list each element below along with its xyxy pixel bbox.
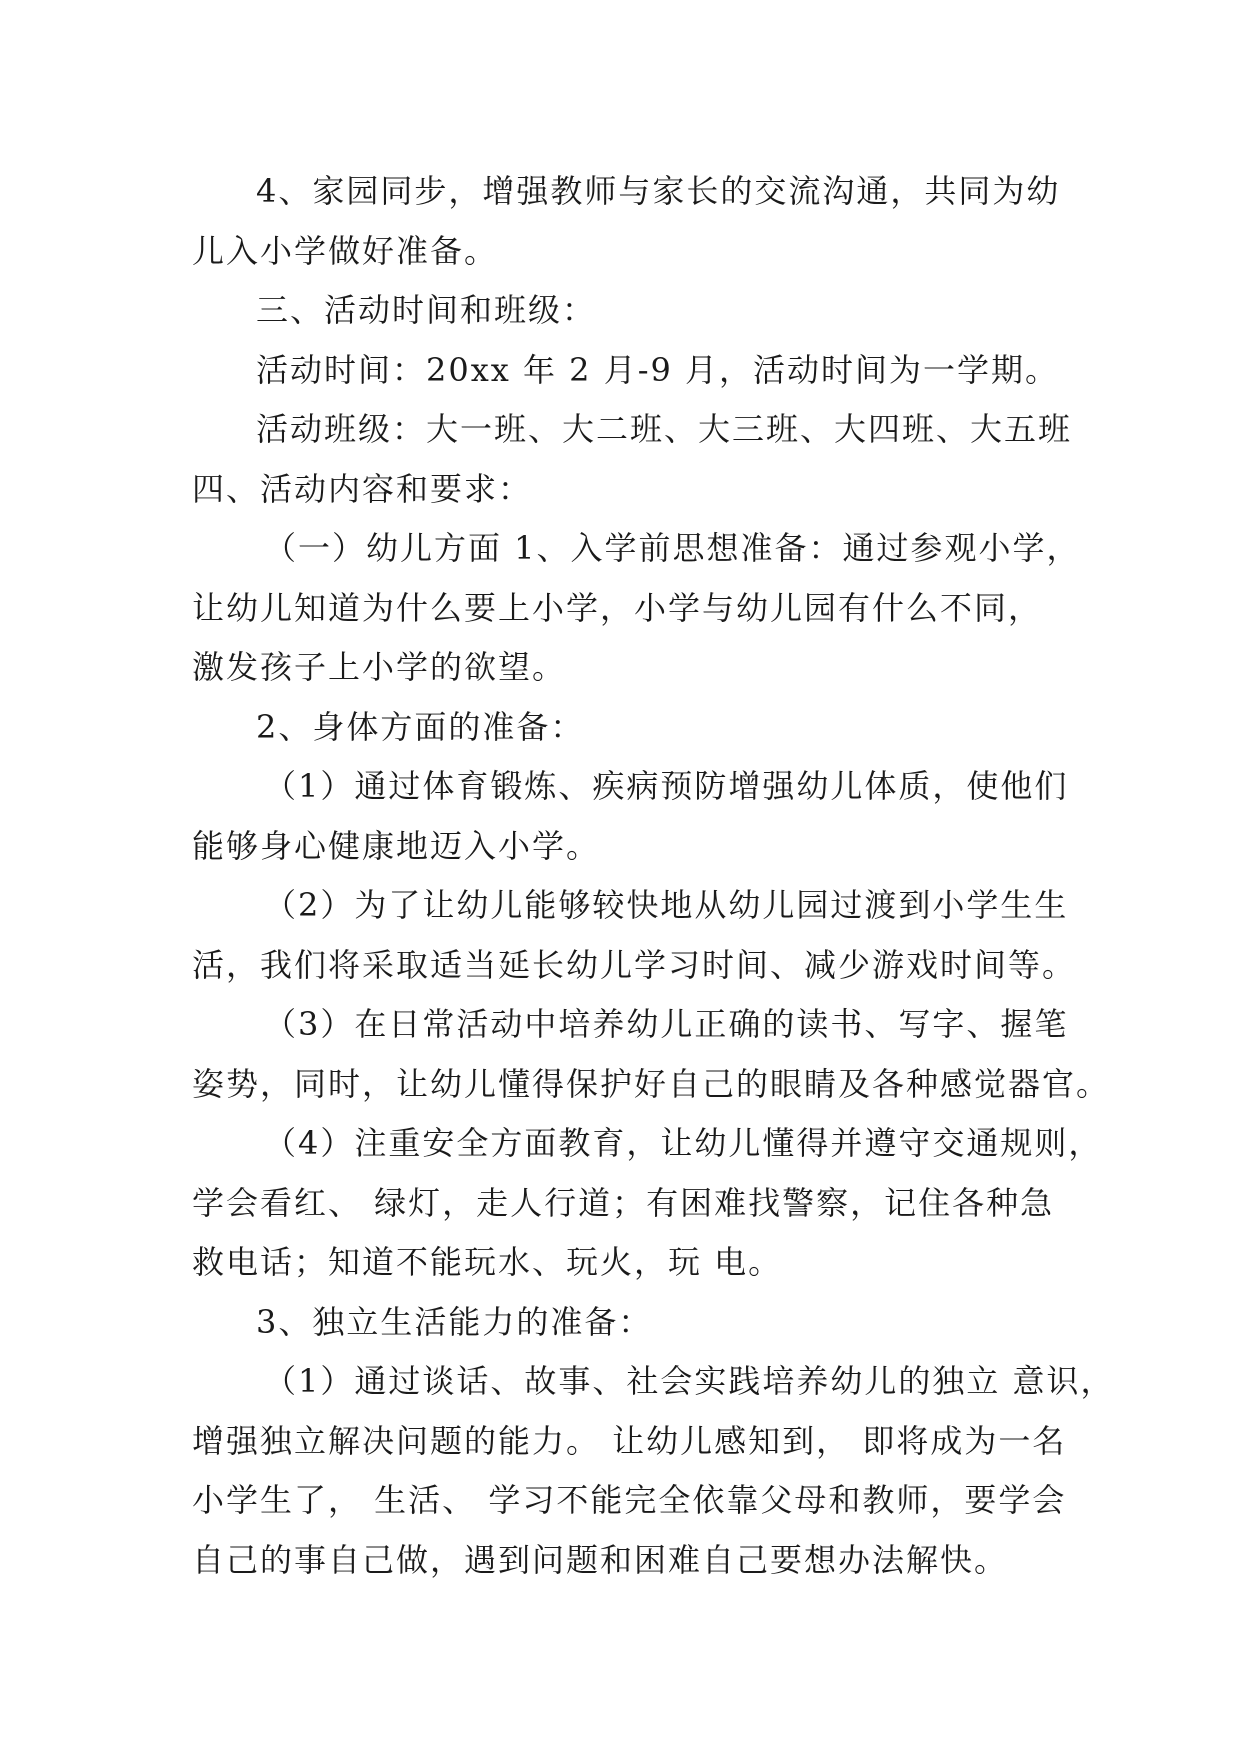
- text-line: 4、家园同步，增强教师与家长的交流沟通，共同为幼: [256, 172, 1061, 210]
- text-line: （1）通过谈话、故事、社会实践培养幼儿的独立 意识，: [264, 1362, 1115, 1400]
- text-line: 救电话；知道不能玩水、玩火，玩 电。: [192, 1243, 783, 1281]
- text-line: 活动时间：20xx 年 2 月-9 月，活动时间为一学期。: [256, 350, 1060, 389]
- section-heading: 三、活动时间和班级：: [256, 291, 597, 329]
- subsection-heading: 2、身体方面的准备：: [256, 707, 585, 746]
- text-line: 激发孩子上小学的欲望。: [192, 648, 567, 686]
- text-line: 增强独立解决问题的能力。 让幼儿感知到， 即将成为一名: [192, 1421, 1067, 1460]
- text-line: 自己的事自己做，遇到问题和困难自己要想办法解快。: [192, 1540, 1009, 1579]
- subsection-heading: 3、独立生活能力的准备：: [256, 1302, 653, 1341]
- text-line: （一）幼儿方面 1、入学前思想准备：通过参观小学，: [264, 529, 1081, 567]
- text-line: 学会看红、 绿灯，走人行道；有困难找警察，记住各种急: [192, 1183, 1055, 1222]
- text-line: （1）通过体育锻炼、疾病预防增强幼儿体质，使他们: [264, 767, 1069, 805]
- text-line: （2）为了让幼儿能够较快地从幼儿园过渡到小学生生: [264, 886, 1069, 924]
- text-line: 能够身心健康地迈入小学。: [192, 826, 601, 865]
- text-line: 儿入小学做好准备。: [192, 231, 499, 270]
- text-line: （3）在日常活动中培养幼儿正确的读书、写字、握笔: [264, 1005, 1069, 1043]
- text-line: 活，我们将采取适当延长幼儿学习时间、减少游戏时间等。: [192, 945, 1077, 984]
- text-line: 姿势，同时，让幼儿懂得保护好自己的眼睛及各种感觉器官。: [192, 1064, 1111, 1103]
- text-line: 活动班级：大一班、大二班、大三班、大四班、大五班: [256, 410, 1073, 448]
- text-line: （4）注重安全方面教育，让幼儿懂得并遵守交通规则，: [264, 1124, 1103, 1162]
- text-line: 小学生了， 生活、 学习不能完全依靠父母和教师，要学会: [192, 1481, 1067, 1519]
- document-body: [192, 162, 1115, 1590]
- section-heading: 四、活动内容和要求：: [192, 469, 533, 508]
- text-line: 让幼儿知道为什么要上小学，小学与幼儿园有什么不同，: [192, 588, 1043, 627]
